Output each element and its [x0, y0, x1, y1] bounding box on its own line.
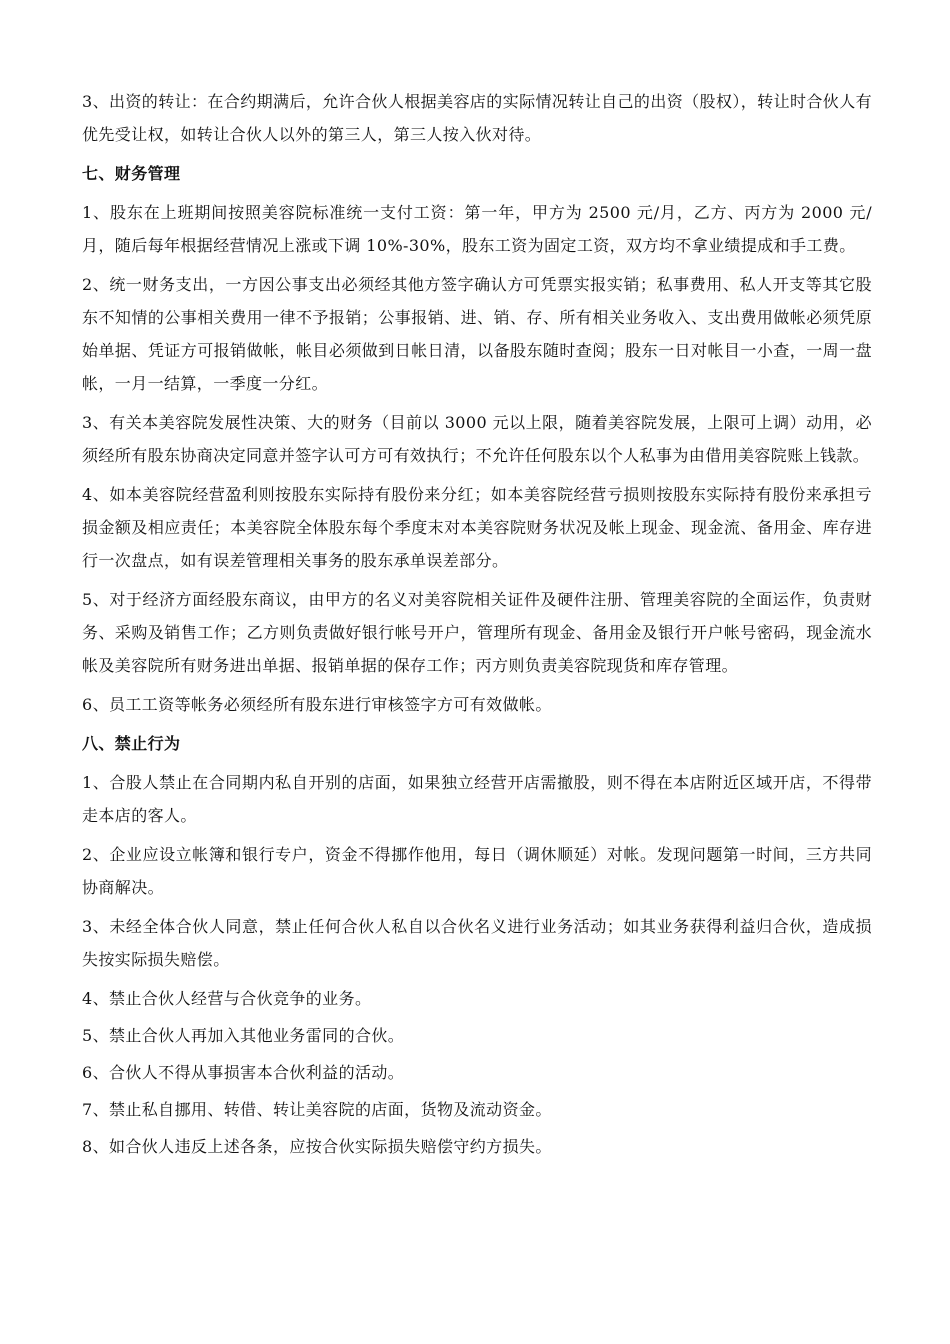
section-heading-finance: 七、财务管理: [82, 164, 181, 183]
prohibited-item-2: 2、企业应设立帐簿和银行专户，资金不得挪作他用，每日（调休顺延）对帐。发现问题第一时间，三方共同协商解决。: [82, 845, 872, 897]
prohibited-item-6: 6、合伙人不得从事损害本合伙利益的活动。: [82, 1063, 405, 1082]
finance-item-6: 6、员工工资等帐务必须经所有股东进行审核签字方可有效做帐。: [82, 695, 552, 714]
finance-item-4: 4、如本美容院经营盈利则按股东实际持有股份来分红；如本美容院经营亏损则按股东实际持有股份来承担亏损金额及相应责任；本美容院全体股东每个季度末对本美容院财务状况及帐上现金、现金流、备用金、库存进行一次盘点，如有误差管理相关事务的股东承单误差部分。: [82, 485, 872, 570]
prohibited-item-4: 4、禁止合伙人经营与合伙竞争的业务。: [82, 989, 372, 1008]
prohibited-item-7: 7、禁止私自挪用、转借、转让美容院的店面，货物及流动资金。: [82, 1100, 552, 1119]
finance-item-3: 3、有关本美容院发展性决策、大的财务（目前以 3000 元以上限，随着美容院发展，上限可上调）动用，必须经所有股东协商决定同意并签字认可方可有效执行；不允许任何股东以个人私事为由借用美容院账上钱款。: [82, 413, 872, 465]
prohibited-item-1: 1、合股人禁止在合同期内私自开别的店面，如果独立经营开店需撤股，则不得在本店附近区域开店，不得带走本店的客人。: [82, 773, 872, 825]
paragraph-capital-transfer: 3、出资的转让：在合约期满后，允许合伙人根据美容店的实际情况转让自己的出资（股权），转让时合伙人有优先受让权，如转让合伙人以外的第三人，第三人按入伙对待。: [82, 92, 872, 144]
finance-item-2: 2、统一财务支出，一方因公事支出必须经其他方签字确认方可凭票实报实销；私事费用、私人开支等其它股东不知情的公事相关费用一律不予报销；公事报销、进、销、存、所有相关业务收入、支出费用做帐必须凭原始单据、凭证方可报销做帐，帐目必须做到日帐日清，以备股东随时查阅；股东一日对帐目一小查，一周一盘帐，一月一结算，一季度一分红。: [82, 275, 872, 393]
finance-item-1: 1、股东在上班期间按照美容院标准统一支付工资：第一年，甲方为 2500 元/月，乙方、丙方为 2000 元/月，随后每年根据经营情况上涨或下调 10%-30%，股东工资为固定工资，双方均不拿业绩提成和手工费。: [82, 203, 872, 255]
finance-item-5: 5、对于经济方面经股东商议，由甲方的名义对美容院相关证件及硬件注册、管理美容院的全面运作，负责财务、采购及销售工作；乙方则负责做好银行帐号开户，管理所有现金、备用金及银行开户帐号密码，现金流水帐及美容院所有财务进出单据、报销单据的保存工作；丙方则负责美容院现货和库存管理。: [82, 590, 872, 675]
prohibited-item-8: 8、如合伙人违反上述各条，应按合伙实际损失赔偿守约方损失。: [82, 1137, 552, 1156]
document-page: [82, 85, 872, 1167]
prohibited-item-5: 5、禁止合伙人再加入其他业务雷同的合伙。: [82, 1026, 405, 1045]
prohibited-item-3: 3、未经全体合伙人同意，禁止任何合伙人私自以合伙名义进行业务活动；如其业务获得利益归合伙，造成损失按实际损失赔偿。: [82, 917, 872, 969]
section-heading-prohibited: 八、禁止行为: [82, 734, 181, 753]
